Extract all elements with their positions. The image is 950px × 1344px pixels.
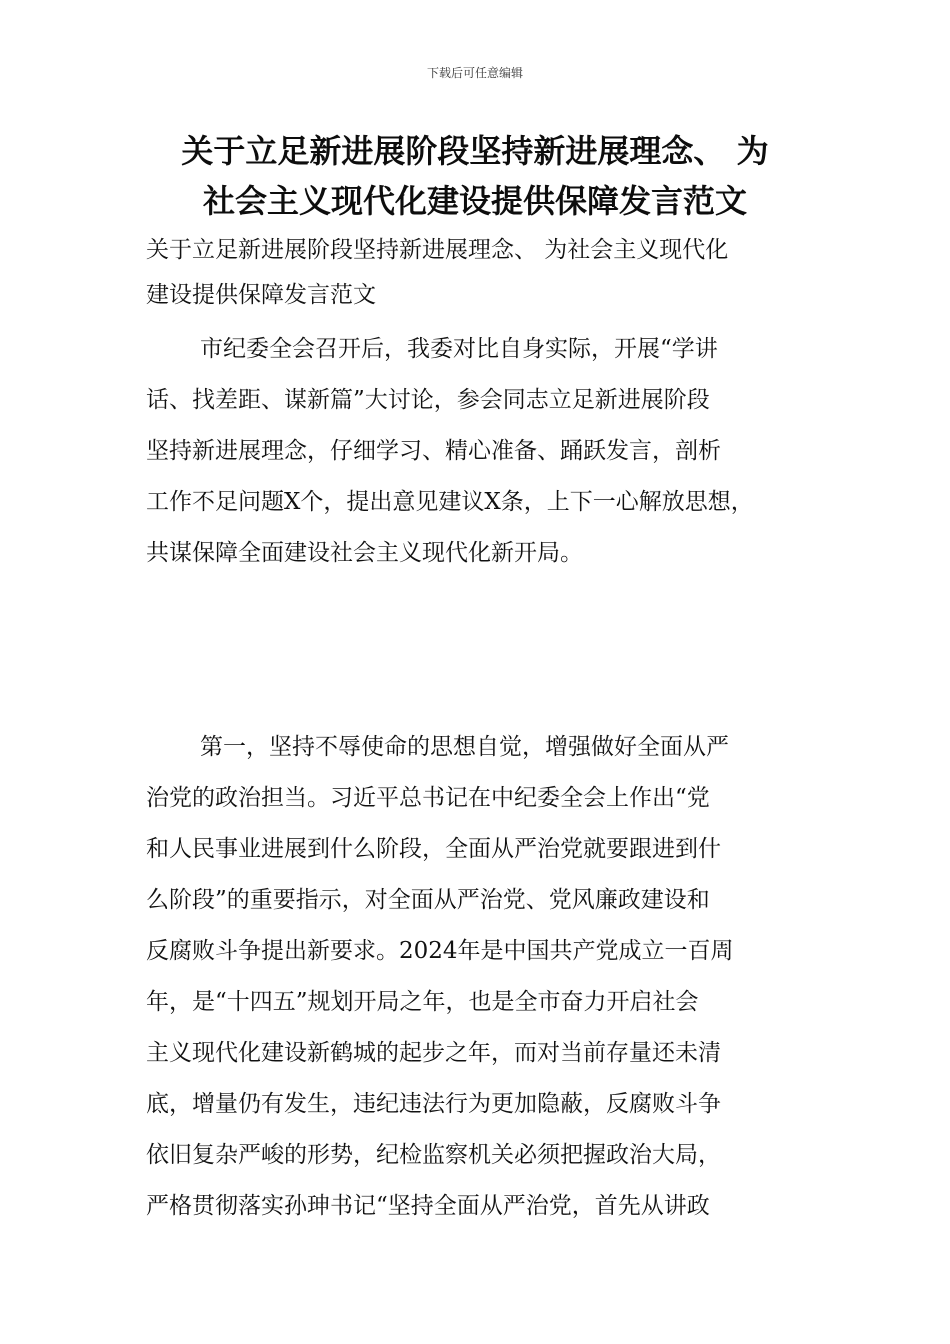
paragraph-line: 底，增量仍有发生，违纪违法行为更加隐蔽，反腐败斗争 [146,1091,721,1117]
subtitle-line: 关于立足新进展阶段坚持新进展理念、 为社会主义现代化 [146,237,729,263]
paragraph-line: 市纪委全会召开后，我委对比自身实际，开展“学讲 [200,336,718,362]
document-subtitle [146,228,826,318]
paragraph-line: 依旧复杂严峻的形势，纪检监察机关必须把握政治大局， [146,1142,721,1168]
paragraph-line: 反腐败斗争提出新要求。2024年是中国共产党成立一百周 [146,938,734,964]
paragraph-line: 主义现代化建设新鹤城的起步之年，而对当前存量还未清 [146,1040,721,1066]
paragraph-line: 严格贯彻落实孙珅书记“坚持全面从严治党，首先从讲政 [146,1193,710,1219]
title-line: 社会主义现代化建设提供保障发言范文 [202,182,747,220]
paragraph-line: 治党的政治担当。习近平总书记在中纪委全会上作出“党 [146,785,710,811]
paragraph-line: 工作不足问题X个，提出意见建议X条，上下一心解放思想， [146,489,754,515]
paragraph-line: 第一，坚持不辱使命的思想自觉，增强做好全面从严 [200,734,729,760]
header-note: 下载后可任意编辑 [426,66,523,80]
subtitle-line: 建设提供保障发言范文 [146,282,376,308]
paragraph-line: 和人民事业进展到什么阶段，全面从严治党就要跟进到什 [146,836,721,862]
paragraph-line: 坚持新进展理念，仔细学习、精心准备、踊跃发言，剖析 [146,438,721,464]
document-title [120,126,830,226]
paragraph-line: 话、找差距、谋新篇”大讨论，参会同志立足新进展阶段 [146,387,710,413]
paragraph-line: 年，是“十四五”规划开局之年，也是全市奋力开启社会 [146,989,699,1015]
paragraph-line: 么阶段”的重要指示，对全面从严治党、党风廉政建设和 [146,887,710,913]
first-point-paragraph [146,722,836,1232]
title-line: 关于立足新进展阶段坚持新进展理念、 为 [181,132,769,170]
intro-paragraph [146,324,836,579]
paragraph-line: 共谋保障全面建设社会主义现代化新开局。 [146,540,583,566]
